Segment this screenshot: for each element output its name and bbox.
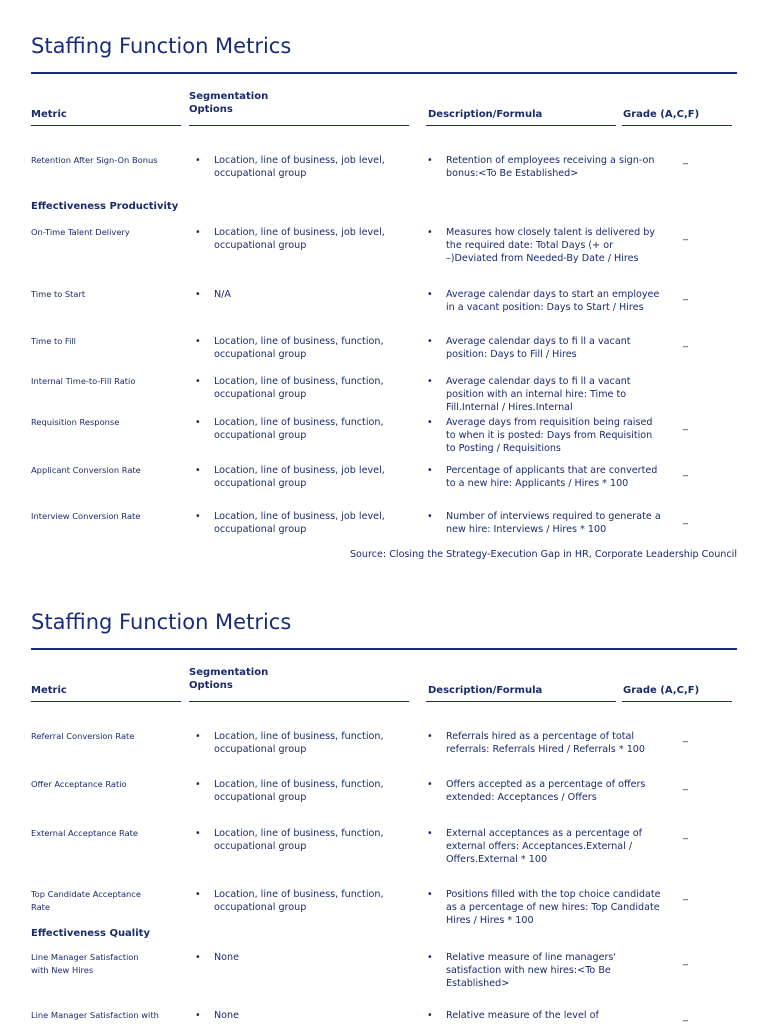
metric-name: On-Time Talent Delivery [31,227,130,237]
header-underline [426,125,616,126]
metric-name: Top Candidate Acceptance Rate [31,889,141,912]
grade-value: _ [683,290,688,301]
grade-value: _ [683,829,688,840]
header-grade: Grade (A,C,F) [623,109,700,120]
title-rule [31,648,737,650]
header-description: Description/Formula [428,685,543,696]
segmentation-text: None [214,952,240,963]
metric-name: Internal Time-to-Fill Ratio [31,376,136,386]
segmentation-text: Location, line of business, function, occupational group [214,376,384,400]
metric-name: Retention After Sign-On Bonus [31,155,158,165]
header-underline [426,701,616,702]
metric-name: External Acceptance Rate [31,828,139,838]
page-title: Staffing Function Metrics [31,34,292,58]
page-title: Staffing Function Metrics [31,610,292,634]
metric-name: Requisition Response [31,417,120,427]
header-underline [189,701,409,702]
description-text: Relative measure of the level of [446,1010,599,1021]
section-heading: Effectiveness Productivity [31,201,179,212]
metric-name: Time to Start [31,289,86,299]
description-text: Percentage of applicants that are converted to a new hire: Applicants / Hires * 100 [446,465,658,489]
metric-name: Line Manager Satisfaction with New Hires [31,952,139,975]
grade-value: _ [683,230,688,241]
grade-value: _ [683,154,688,165]
header-metric: Metric [31,685,67,696]
header-underline [622,701,732,702]
header-segmentation: Segmentation Options [189,91,269,115]
header-metric: Metric [31,109,67,120]
header-underline [31,125,181,126]
grade-value: _ [683,1011,688,1022]
header-underline [189,125,409,126]
metric-name: Line Manager Satisfaction with [31,1010,159,1020]
header-underline [622,125,732,126]
segmentation-text: Location, line of business, function, occupational group [214,336,384,360]
description-text: Relative measure of line managers' satisfaction with new hires:<To Be Established> [446,952,617,989]
segmentation-text: Location, line of business, function, occupational group [214,417,384,441]
section-heading: Effectiveness Quality [31,928,150,939]
description-text: External acceptances as a percentage of external offers: Acceptances.External / Offers.External * 100 [446,828,642,865]
header-grade: Grade (A,C,F) [623,685,700,696]
description-text: Average days from requisition being raised to when it is posted: Days from Requisition to Posting / Requisitions [446,417,653,454]
grade-value: _ [683,732,688,743]
segmentation-text: Location, line of business, function, occupational group [214,828,384,852]
segmentation-text: N/A [214,289,231,300]
description-text: Retention of employees receiving a sign-on bonus:<To Be Established> [446,155,655,179]
description-text: Measures how closely talent is delivered by the required date: Total Days (+ or –)Deviated from Needed-By Date / Hires [446,227,656,264]
grade-value: _ [683,780,688,791]
segmentation-text: Location, line of business, function, occupational group [214,779,384,803]
metric-name: Applicant Conversion Rate [31,465,141,475]
metric-name: Interview Conversion Rate [31,511,141,521]
segmentation-text: None [214,1010,240,1021]
grade-value: _ [683,890,688,901]
segmentation-text: Location, line of business, job level, occupational group [214,465,385,489]
description-text: Average calendar days to fi ll a vacant position with an internal hire: Time to Fill.Internal / Hires.Internal [446,376,631,413]
description-text: Referrals hired as a percentage of total referrals: Referrals Hired / Referrals * 100 [446,731,646,755]
grade-value: _ [683,955,688,966]
segmentation-text: Location, line of business, job level, occupational group [214,155,385,179]
grade-value: _ [683,337,688,348]
description-text: Positions filled with the top choice candidate as a percentage of new hires: Top Candidate Hires / Hires * 100 [446,889,661,926]
description-text: Offers accepted as a percentage of offers extended: Acceptances / Offers [446,779,646,803]
grade-value: _ [683,466,688,477]
title-rule [31,72,737,74]
header-description: Description/Formula [428,109,543,120]
header-segmentation: Segmentation Options [189,667,269,691]
segmentation-text: Location, line of business, function, occupational group [214,731,384,755]
grade-value: _ [683,420,688,431]
segmentation-text: Location, line of business, job level, occupational group [214,227,385,251]
metric-name: Referral Conversion Rate [31,731,135,741]
source-citation: Source: Closing the Strategy-Execution Gap in HR, Corporate Leadership Council [349,549,737,560]
segmentation-text: Location, line of business, job level, occupational group [214,511,385,535]
description-text: Number of interviews required to generate a new hire: Interviews / Hires * 100 [446,511,661,535]
metric-name: Offer Acceptance Ratio [31,779,127,789]
grade-value: _ [683,514,688,525]
metric-name: Time to Fill [31,336,76,346]
header-underline [31,701,181,702]
description-text: Average calendar days to start an employee in a vacant position: Days to Start / Hires [446,289,660,313]
description-text: Average calendar days to fi ll a vacant position: Days to Fill / Hires [446,336,631,360]
segmentation-text: Location, line of business, function, occupational group [214,889,384,913]
